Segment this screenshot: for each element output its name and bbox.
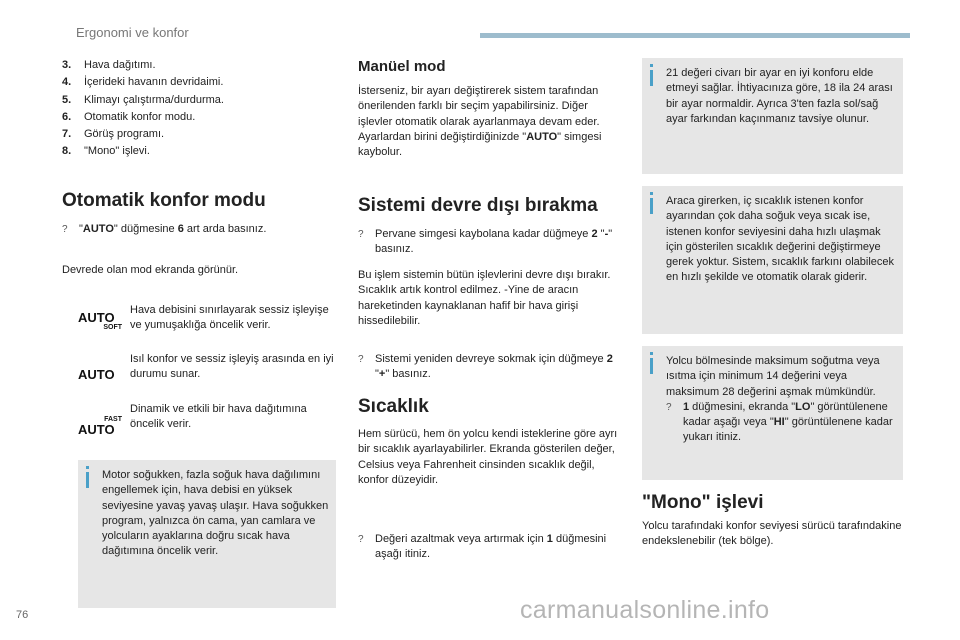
section-heading-disable: Sistemi devre dışı bırakma: [358, 195, 598, 216]
list-item: 7. Görüş programı.: [62, 128, 165, 141]
temperature-instruction: ? Değeri azaltmak veya artırmak için 1 düğmesini aşağı itiniz.: [358, 532, 618, 563]
auto-normal-mode: [78, 352, 336, 383]
arrow-bullet-icon: ?: [358, 229, 364, 240]
list-item: 6. Otomatik konfor modu.: [62, 110, 196, 123]
list-item: 8. "Mono" işlevi.: [62, 145, 150, 158]
auto-fast-description: Dinamik ve etkili bir hava dağıtımına öncelik verir.: [130, 403, 307, 431]
info-box-cold-engine: Motor soğukken, fazla soğuk hava dağılımını engellemek için, hava debisi en yüksek seviyesine yavaş yavaş ulaşır. Hava soğukken program, yalnızca ön cama, yan camlara ve yolcuların ayaklarına doğru sıcak hava dağıtımına öncelik verir.: [78, 460, 336, 608]
section-heading-manual: Manüel mod: [358, 58, 446, 75]
auto-soft-logo: AUTO SOFT: [78, 310, 122, 331]
auto-normal-description: Isıl konfor ve sessiz işleyiş arasında en iyi durumu sunar.: [130, 353, 334, 381]
list-item: 5. Klimayı çalıştırma/durdurma.: [62, 93, 224, 106]
restart-instruction: ? Sistemi yeniden devreye sokmak için düğmeye 2 "+" basınız.: [358, 352, 618, 383]
disable-text: Bu işlem sistemin bütün işlevlerini devre dışı bırakır. Sıcaklık artık kontrol edilmez. -Yine de aracın hareketinden kaynaklanan hafif bir hava girişi hissedilebilir.: [358, 269, 611, 327]
page-header-title: Ergonomi ve konfor: [76, 25, 189, 40]
section-heading-mono: "Mono" işlevi: [642, 492, 764, 513]
temperature-text: Hem sürücü, hem ön yolcu kendi isteklerine göre ayrı bir sıcaklık ayarlayabilirler. Ekranda gösterilen değer, Celsius veya Fahrenheit cinsinden sıcaklık değil, konfor düzeyidir.: [358, 428, 618, 486]
watermark: carmanualsonline.info: [520, 596, 770, 624]
auto-fast-mode: [78, 402, 336, 436]
info-icon: [86, 472, 89, 488]
page-number: 76: [16, 609, 29, 621]
mode-intro-text: Devrede olan mod ekranda görünür.: [62, 264, 239, 276]
section-heading-temperature: Sıcaklık: [358, 396, 429, 417]
info-box-max-cooling: Yolcu bölmesinde maksimum soğutma veya ısıtma için minimum 14 değerini veya maksimum 28 değerini aşmak mümkündür. ? 1 düğmesini, ekranda "LO" görüntülenene kadar aşağı veya "HI" görüntülenene kadar yukarı itiniz.: [642, 346, 903, 480]
disable-instruction: ? Pervane simgesi kaybolana kadar düğmeye 2 "-" basınız.: [358, 227, 618, 258]
info-box-entering-vehicle: Araca girerken, iç sıcaklık istenen konfor ayarından çok daha soğuk veya sıcak ise, istenen konfor seviyesini daha hızlı ulaşmak için gösterilen sıcaklık değerini değiştirmeye gerek yoktur. Sistem, sıcaklık farkını olabilecek en hızlı şekilde ve otomatik olarak giderir.: [642, 186, 903, 334]
info-icon: [650, 198, 653, 214]
lo-hi-instruction: ? 1 düğmesini, ekranda "LO" görüntülenene kadar aşağı veya "HI" görüntülenene kadar yukarı itiniz.: [666, 400, 897, 446]
auto-soft-mode: [78, 303, 336, 334]
arrow-bullet-icon: ?: [666, 401, 672, 413]
info-icon: [650, 358, 653, 374]
list-item: 4. İçerideki havanın devridaimi.: [62, 76, 224, 89]
manual-mode-text: İsterseniz, bir ayarı değiştirerek sistem tarafından önerilenden farklı bir seçim yapabilirsiniz. Diğer işlevler otomatik olarak ayarlanmaya devam eder. Ayarlardan birini değiştirdiğinizde "AUTO" simgesi kaybolur.: [358, 85, 602, 159]
section-heading-auto-comfort: Otomatik konfor modu: [62, 190, 266, 211]
auto-soft-description: Hava debisini sınırlayarak sessiz işleyişe ve yumuşaklığa öncelik verir.: [130, 304, 329, 332]
auto-logo: AUTO: [78, 367, 115, 382]
info-box-comfort-setting: 21 değeri civarı bir ayar en iyi konforu elde etmeyi sağlar. İhtiyacınıza göre, 18 ila 24 arası bir ayar normaldir. Ayrıca 3'ten fazla sol/sağ ayar farkından kaçınmanız tavsiye olunur.: [642, 58, 903, 174]
arrow-bullet-icon: ?: [358, 534, 364, 545]
arrow-bullet-icon: ?: [358, 354, 364, 365]
arrow-bullet-icon: ?: [62, 224, 68, 235]
numbered-list: [62, 57, 332, 161]
auto-button-instruction: ? "AUTO" düğmesine 6 art arda basınız.: [62, 222, 332, 237]
list-item: 3. Hava dağıtımı.: [62, 59, 156, 71]
mono-text: Yolcu tarafındaki konfor seviyesi sürücü tarafındakine endekslenebilir (tek bölge).: [642, 520, 902, 548]
info-icon: [650, 70, 653, 86]
auto-fast-logo: FAST AUTO: [78, 416, 122, 437]
header-accent-bar: [480, 33, 910, 38]
